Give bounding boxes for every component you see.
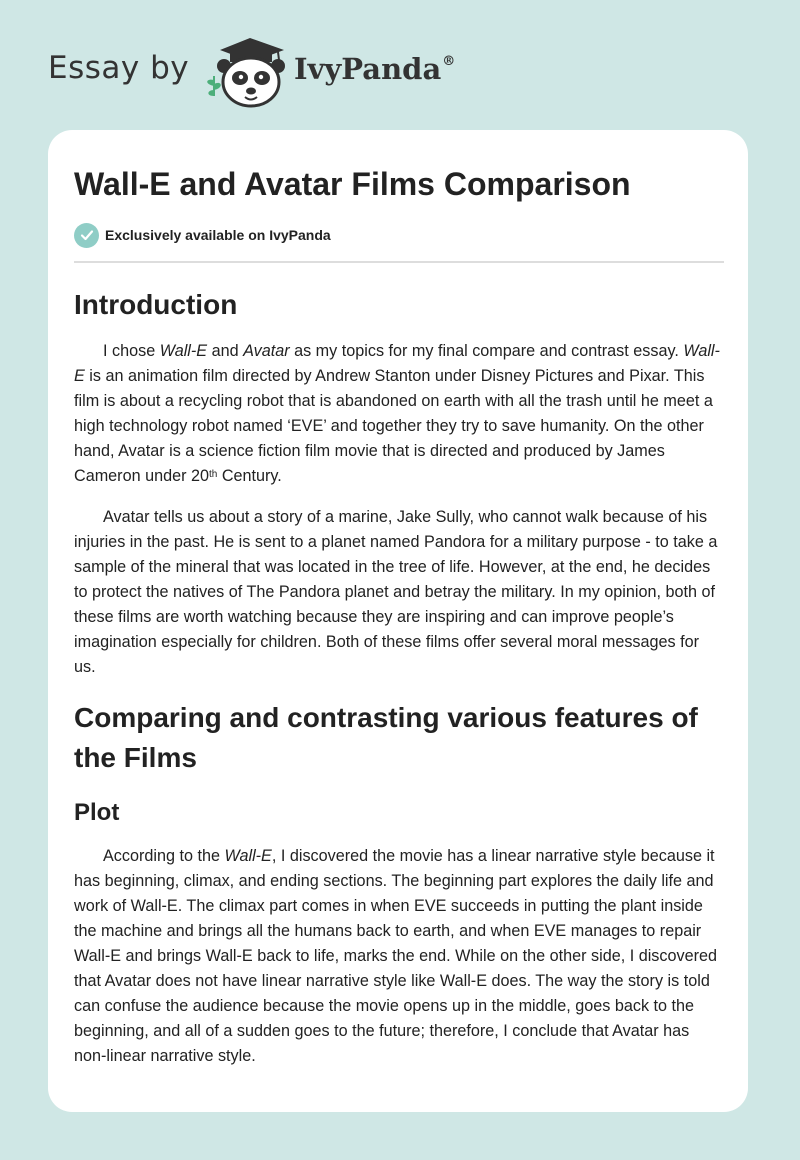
exclusive-badge — [74, 222, 724, 248]
essay-card — [48, 130, 748, 1112]
registered-mark: ® — [442, 54, 456, 69]
exclusive-badge-label: Exclusively available on IvyPanda — [105, 227, 331, 243]
subsection-heading-plot: Plot — [74, 799, 120, 826]
brand-logo[interactable] — [294, 52, 455, 86]
paragraph: According to the Wall-E, I discovered the movie has a linear narrative style because it has beginning, climax, and ending sections. The beginning part explores the daily life and work of Wall-E. The climax part comes in when EVE succeeds in putting the plant inside the machine and brings all the humans back to earth, and when EVE manages to repair Wall-E and brings Wall-E back to life, marks the end. While on the other side, I discovered that Avatar does not have linear narrative style like Wall-E does. The way the story is told can confuse the audience because the movie opens up in the middle, goes back to the beginning, and all of a sudden goes to the future; therefore, I conclude that Avatar has non-linear narrative style. — [74, 847, 717, 1065]
leaf-icon — [207, 76, 221, 96]
paragraph: Avatar tells us about a story of a marine, Jake Sully, who cannot walk because of his injuries in the past. He is sent to a planet named Pandora for a military purpose - to take a sample of the mineral that was located in the tree of life. However, at the end, he decides to protect the natives of The Pandora planet and betray the military. In my opinion, both of these films are worth watching because they are inspiring and can improve people’s imagination especially for children. Both of these films offer several moral messages for us. — [74, 508, 718, 676]
site-header — [0, 0, 800, 130]
essay-by-label: Essay by — [48, 50, 190, 86]
section-heading-introduction: Introduction — [74, 289, 238, 320]
paragraph: I chose Wall-E and Avatar as my topics for my final compare and contrast essay. Wall-E is an animation film directed by Andrew Stanton under Disney Pictures and Pixar. This film is about a recycling robot that is abandoned on earth with all the trash until he meet a high technology robot named ‘EVE’ and together they try to save humanity. On the other hand, Avatar is a science fiction film movie that is directed and produced by James Cameron under 20th Century. — [74, 342, 720, 485]
brand-name: IvyPanda — [294, 52, 442, 86]
panda-graduate-icon[interactable] — [200, 36, 292, 108]
checkmark-icon — [74, 223, 99, 248]
essay-content — [74, 162, 724, 1069]
section-heading-comparing: Comparing and contrasting various features of the Films — [74, 702, 698, 773]
divider — [74, 261, 724, 263]
page-title: Wall-E and Avatar Films Comparison — [74, 166, 631, 202]
